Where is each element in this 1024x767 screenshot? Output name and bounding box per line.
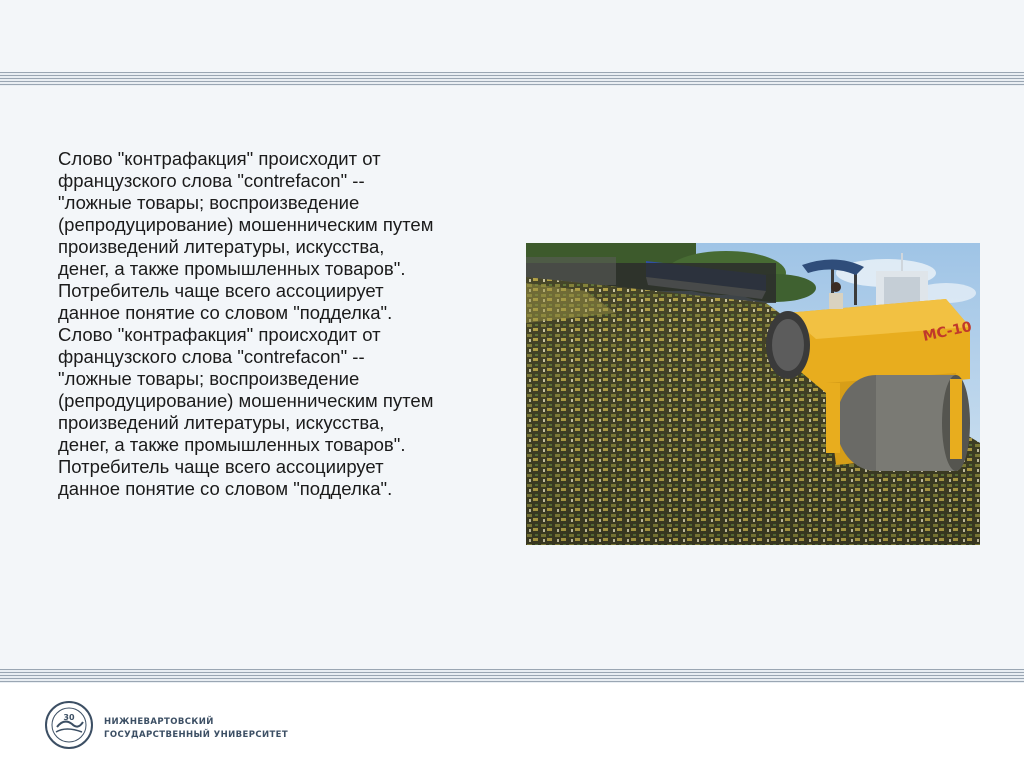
footer: [0, 683, 1024, 767]
body-text: Слово "контрафакция" происходит от французского слова "contrefacon" -- "ложные товары; воспроизведение (репродуцирование) мошенническим путем произведений литературы, искусства, денег, а также промышленных товаров". Потребитель чаще всего ассоциирует данное понятие со словом "подделка". Слово "контрафакция" происходит от французского слова "contrefacon" -- "ложные товары; воспроизведение (репродуцирование) мошенническим путем произведений литературы, искусства, денег, а также промышленных товаров". Потребитель чаще всего ассоциирует данное понятие со словом "подделка".: [58, 148, 434, 499]
roller-marking: МС-10: [921, 318, 974, 345]
logo-number: 30: [63, 713, 75, 722]
university-name-line1: НИЖНЕВАРТОВСКИЙ: [104, 717, 214, 727]
road-roller-crushing-bottles-photo: [526, 243, 980, 545]
university-logo: [44, 700, 94, 750]
bottom-divider-stripe: [0, 669, 1024, 683]
top-divider-stripe: [0, 72, 1024, 86]
university-name: [104, 716, 288, 742]
university-name-line2: ГОСУДАРСТВЕННЫЙ УНИВЕРСИТЕТ: [104, 730, 289, 740]
